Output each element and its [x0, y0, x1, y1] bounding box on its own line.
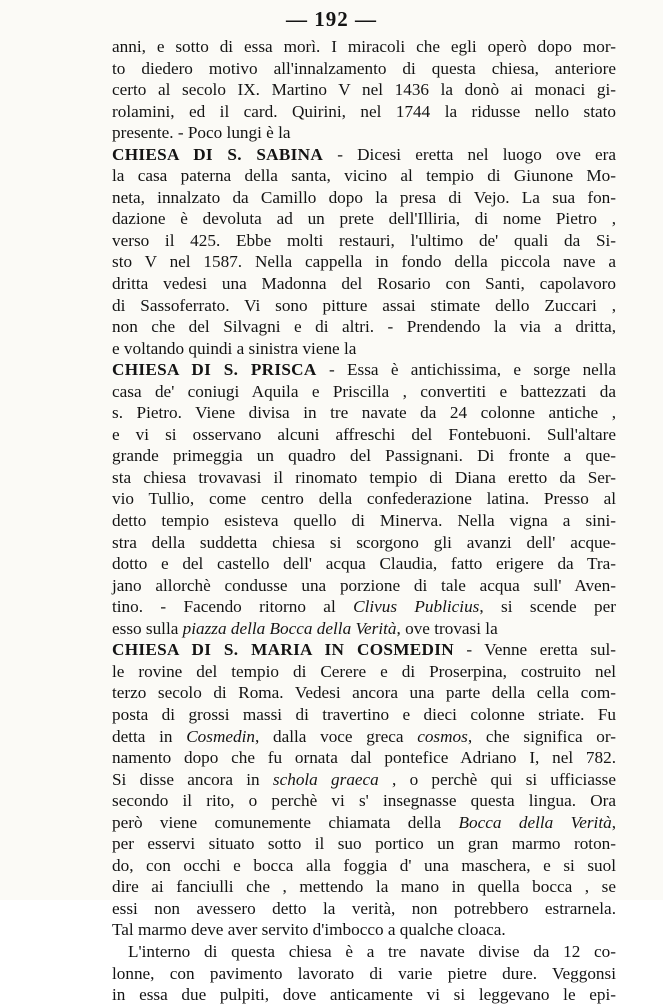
text-segment: tino. - Facendo ritorno al	[112, 597, 354, 617]
text-segment: lonne, con pavimento lavorato di varie pietre dure. Veggonsi	[112, 963, 616, 983]
text-line	[112, 876, 616, 898]
italic-term: piazza della Bocca della Verità	[182, 618, 397, 638]
text-line	[112, 682, 616, 704]
text-segment: casa de' coniugi Aquila e Priscilla , convertiti e battezzati da	[112, 381, 616, 401]
text-line	[112, 208, 616, 230]
text-line	[112, 230, 616, 252]
text-line	[112, 618, 616, 640]
text-line	[112, 338, 616, 360]
text-segment: presente. - Poco lungi è la	[112, 123, 291, 143]
text-segment: certo al secolo IX. Martino V nel 1436 la donò ai monaci gi-	[112, 80, 616, 100]
text-line	[112, 941, 616, 963]
text-segment: Si disse ancora in	[112, 769, 273, 789]
text-segment: L'interno di questa chiesa è a tre navate divise da 12 co-	[128, 941, 616, 961]
text-line	[112, 833, 616, 855]
text-line	[112, 295, 616, 317]
body-text	[112, 36, 616, 1006]
text-segment: - Venne eretta sul-	[453, 640, 616, 660]
text-segment: di Sassoferrato. Vi sono pitture assai stimate dello Zuccari ,	[112, 295, 616, 315]
text-segment: non che del Silvagni e di altri. - Prendendo la via a dritta,	[112, 317, 616, 337]
text-segment: posta di grossi massi di travertino e dieci colonne striate. Fu	[112, 704, 616, 724]
text-line	[112, 747, 616, 769]
text-segment: la casa paterna della santa, vicino al tempio di Giunone Mo-	[112, 166, 616, 186]
text-segment: anni, e sotto di essa morì. I miracoli che egli operò dopo mor-	[112, 37, 616, 56]
text-line	[112, 402, 616, 424]
text-segment: per esservi situato sotto il suo portico un gran marmo roton-	[112, 834, 616, 854]
text-line	[112, 58, 616, 80]
text-segment: Tal marmo deve aver servito d'imbocco a qualche cloaca.	[112, 920, 506, 940]
text-line	[112, 101, 616, 123]
text-line	[112, 381, 616, 403]
text-line	[112, 855, 616, 877]
text-segment: s. Pietro. Viene divisa in tre navate da 24 colonne antiche ,	[112, 403, 616, 423]
text-segment: e vi si osservano alcuni affreschi del Fontebuoni. Sull'altare	[112, 424, 616, 444]
text-line	[112, 488, 616, 510]
text-line	[112, 661, 616, 683]
text-line	[112, 898, 616, 920]
text-line	[112, 122, 616, 144]
text-line	[112, 919, 616, 941]
text-segment: dotto e del castello dell' acqua Claudia, fatto erigere da Tra-	[112, 554, 616, 574]
text-segment: esso sulla	[112, 618, 183, 638]
text-segment: do, con occhi e bocca alla foggia d' una maschera, e si suol	[112, 855, 616, 875]
text-segment: detto tempio esisteva quello di Minerva. Nella vigna a sini-	[112, 511, 616, 531]
text-segment: , che significa or-	[467, 726, 616, 746]
text-segment: le rovine del tempio di Cerere e di Proserpina, costruito nel	[112, 661, 616, 681]
text-segment: terzo secolo di Roma. Vedesi ancora una parte della cella com-	[112, 683, 616, 703]
text-segment: ,	[611, 812, 616, 832]
church-heading: CHIESA DI S. SABINA	[112, 144, 324, 164]
text-line	[112, 790, 616, 812]
text-segment: stra della suddetta chiesa si scorgono gli avanzi dell' acque-	[112, 532, 616, 552]
text-line	[112, 79, 616, 101]
text-segment: in essa due pulpiti, dove anticamente vi si leggevano le epi-	[112, 985, 616, 1005]
text-segment: essi non avessero detto la verità, non potrebbero estrarnela.	[112, 898, 616, 918]
text-line	[112, 984, 616, 1006]
page-number: — 192 —	[286, 7, 377, 31]
text-line	[112, 812, 616, 834]
text-line	[112, 704, 616, 726]
text-line	[112, 963, 616, 985]
text-line	[112, 424, 616, 446]
italic-term: cosmos	[417, 726, 468, 746]
text-line	[112, 639, 616, 661]
text-segment: neta, innalzato da Camillo dopo la presa di Vejo. La sua fon-	[112, 187, 616, 207]
text-line	[112, 273, 616, 295]
text-line	[112, 144, 616, 166]
italic-term: schola graeca	[272, 769, 379, 789]
text-segment: secondo il rito, o perchè vi s' insegnasse questa lingua. Ora	[112, 791, 616, 811]
text-line	[112, 532, 616, 554]
text-line	[112, 251, 616, 273]
text-segment: dazione è devoluta ad un prete dell'Illiria, di nome Pietro ,	[112, 209, 616, 229]
text-segment: , ove trovasi la	[396, 618, 498, 638]
text-segment: rolamini, ed il card. Quirini, nel 1744 la ridusse nello stato	[112, 101, 616, 121]
text-segment: detta in	[112, 726, 187, 746]
text-line	[112, 359, 616, 381]
text-line	[112, 596, 616, 618]
text-segment: dritta vedesi una Madonna del Rosario con Santi, capolavoro	[112, 274, 616, 294]
text-segment: dire ai fanciulli che , mettendo la mano in quella bocca , se	[112, 877, 616, 897]
text-segment: , o perchè qui si ufficiasse	[378, 769, 616, 789]
text-line	[112, 769, 616, 791]
text-segment: - Essa è antichissima, e sorge nella	[316, 360, 616, 380]
text-segment: namento dopo che fu ornata dal pontefice Adriano I, nel 782.	[112, 748, 616, 768]
text-segment: , si scende per	[479, 597, 616, 617]
text-segment: e voltando quindi a sinistra viene la	[112, 338, 357, 358]
text-segment: verso il 425. Ebbe molti restauri, l'ultimo de' quali da Si-	[112, 230, 616, 250]
text-line	[112, 36, 616, 58]
text-line	[112, 187, 616, 209]
text-line	[112, 467, 616, 489]
text-line	[112, 553, 616, 575]
text-segment: , dalla voce greca	[254, 726, 418, 746]
text-line	[112, 316, 616, 338]
italic-term: Clivus Publicius	[353, 597, 480, 617]
text-line	[112, 165, 616, 187]
text-segment: vio Tullio, come centro della confederazione latina. Presso al	[112, 489, 616, 509]
italic-term: Bocca della Verità	[458, 812, 612, 832]
text-segment: jano allorchè condusse una porzione di tale acqua sull' Aven-	[112, 575, 616, 595]
text-line	[112, 726, 616, 748]
text-segment: sto V nel 1587. Nella cappella in fondo della piccola nave a	[112, 252, 616, 272]
church-heading: CHIESA DI S. MARIA IN COSMEDIN	[112, 640, 454, 660]
text-segment: to diedero motivo all'innalzamento di questa chiesa, anteriore	[112, 58, 616, 78]
italic-term: Cosmedin	[186, 726, 255, 746]
text-line	[112, 510, 616, 532]
text-line	[112, 575, 616, 597]
text-segment: sta chiesa trovavasi il rinomato tempio di Diana eretto da Ser-	[112, 467, 616, 487]
text-segment: però viene comunemente chiamata della	[112, 812, 459, 832]
text-segment: grande primeggia un quadro del Passignani. Di fronte a que-	[112, 446, 616, 466]
church-heading: CHIESA DI S. PRISCA	[112, 360, 317, 380]
text-line	[112, 445, 616, 467]
text-segment: - Dicesi eretta nel luogo ove era	[323, 144, 616, 164]
